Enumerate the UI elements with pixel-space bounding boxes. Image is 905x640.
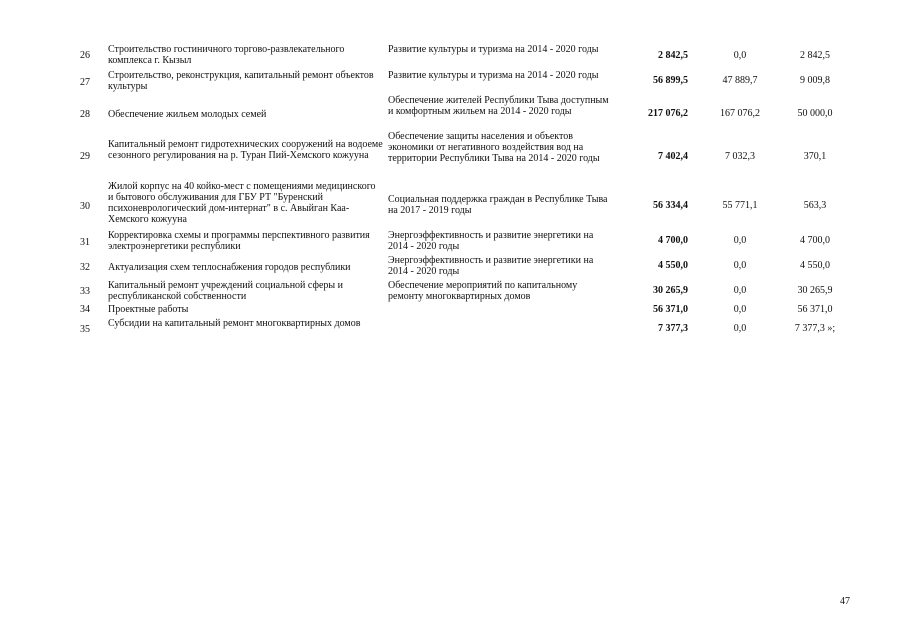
value-column-2: 0,0 <box>733 304 747 315</box>
total-value: 4 700,0 <box>658 235 688 246</box>
item-name: Строительство гостиничного торгово-развлекательного комплекса г. Кызыл <box>108 44 345 66</box>
total-value: 30 265,9 <box>653 285 688 296</box>
total-value: 56 334,4 <box>653 200 688 211</box>
value-column-3: 30 265,9 <box>797 285 833 296</box>
program-name: Обеспечение защиты населения и объектов экономики от негативного воздействия вод на территории Республики Тыва на 2014 - 2020 годы <box>388 131 600 164</box>
value-column-2: 0,0 <box>733 50 747 61</box>
value-column-2: 0,0 <box>733 235 747 246</box>
value-column-2: 7 032,3 <box>725 151 755 162</box>
total-value: 56 371,0 <box>653 304 688 315</box>
row-number: 26 <box>80 50 90 61</box>
item-name: Строительство, реконструкция, капитальный ремонт объектов культуры <box>108 70 374 92</box>
value-column-3: 9 009,8 <box>800 75 830 86</box>
total-value: 2 842,5 <box>658 50 688 61</box>
total-value: 217 076,2 <box>648 108 688 119</box>
program-name: Социальная поддержка граждан в Республике Тыва на 2017 - 2019 годы <box>388 194 608 216</box>
row-number: 30 <box>80 201 90 212</box>
value-column-2: 55 771,1 <box>722 200 758 211</box>
value-column-3: 2 842,5 <box>800 50 830 61</box>
value-column-2: 0,0 <box>733 323 747 334</box>
item-name: Жилой корпус на 40 койко-мест с помещениями медицинского и бытового обслуживания для ГБУ РТ "Буренский психоневрологический дом-интернат" в с. Авыйган Каа-Хемского кожууна <box>108 181 376 225</box>
value-column-2: 47 889,7 <box>722 75 758 86</box>
row-number: 27 <box>80 77 90 88</box>
value-column-3: 7 377,3 »; <box>794 323 836 334</box>
value-column-3: 50 000,0 <box>797 108 833 119</box>
program-name: Обеспечение жителей Республики Тыва доступным и комфортным жильем на 2014 - 2020 годы <box>388 95 609 117</box>
value-column-3: 56 371,0 <box>797 304 833 315</box>
row-number: 32 <box>80 262 90 273</box>
row-number: 28 <box>80 109 90 120</box>
value-column-2: 0,0 <box>733 260 747 271</box>
row-number: 33 <box>80 286 90 297</box>
item-name: Субсидии на капитальный ремонт многоквартирных домов <box>108 318 361 329</box>
item-name: Корректировка схемы и программы перспективного развития электроэнергетики республики <box>108 230 370 252</box>
total-value: 7 377,3 <box>658 323 688 334</box>
value-column-2: 0,0 <box>733 285 747 296</box>
program-name: Развитие культуры и туризма на 2014 - 2020 годы <box>388 70 599 81</box>
item-name: Обеспечение жильем молодых семей <box>108 109 267 120</box>
program-name: Развитие культуры и туризма на 2014 - 2020 годы <box>388 44 599 55</box>
value-column-3: 4 550,0 <box>800 260 830 271</box>
row-number: 31 <box>80 237 90 248</box>
program-name: Энергоэффективность и развитие энергетики на 2014 - 2020 годы <box>388 255 594 277</box>
value-column-3: 4 700,0 <box>800 235 830 246</box>
row-number: 29 <box>80 151 90 162</box>
item-name: Капитальный ремонт гидротехнических сооружений на водоеме сезонного регулирования на р. Туран Пий-Хемского кожууна <box>108 139 383 161</box>
row-number: 35 <box>80 324 90 335</box>
total-value: 4 550,0 <box>658 260 688 271</box>
program-name: Обеспечение мероприятий по капитальному ремонту многоквартирных домов <box>388 280 578 302</box>
page-number: 47 <box>840 596 850 607</box>
value-column-3: 370,1 <box>803 151 827 162</box>
item-name: Проектные работы <box>108 304 189 315</box>
row-number: 34 <box>80 304 90 315</box>
total-value: 56 899,5 <box>653 75 688 86</box>
item-name: Капитальный ремонт учреждений социальной сферы и республиканской собственности <box>108 280 343 302</box>
program-name: Энергоэффективность и развитие энергетики на 2014 - 2020 годы <box>388 230 594 252</box>
item-name: Актуализация схем теплоснабжения городов республики <box>108 262 351 273</box>
value-column-3: 563,3 <box>803 200 827 211</box>
total-value: 7 402,4 <box>658 151 688 162</box>
value-column-2: 167 076,2 <box>720 108 760 119</box>
